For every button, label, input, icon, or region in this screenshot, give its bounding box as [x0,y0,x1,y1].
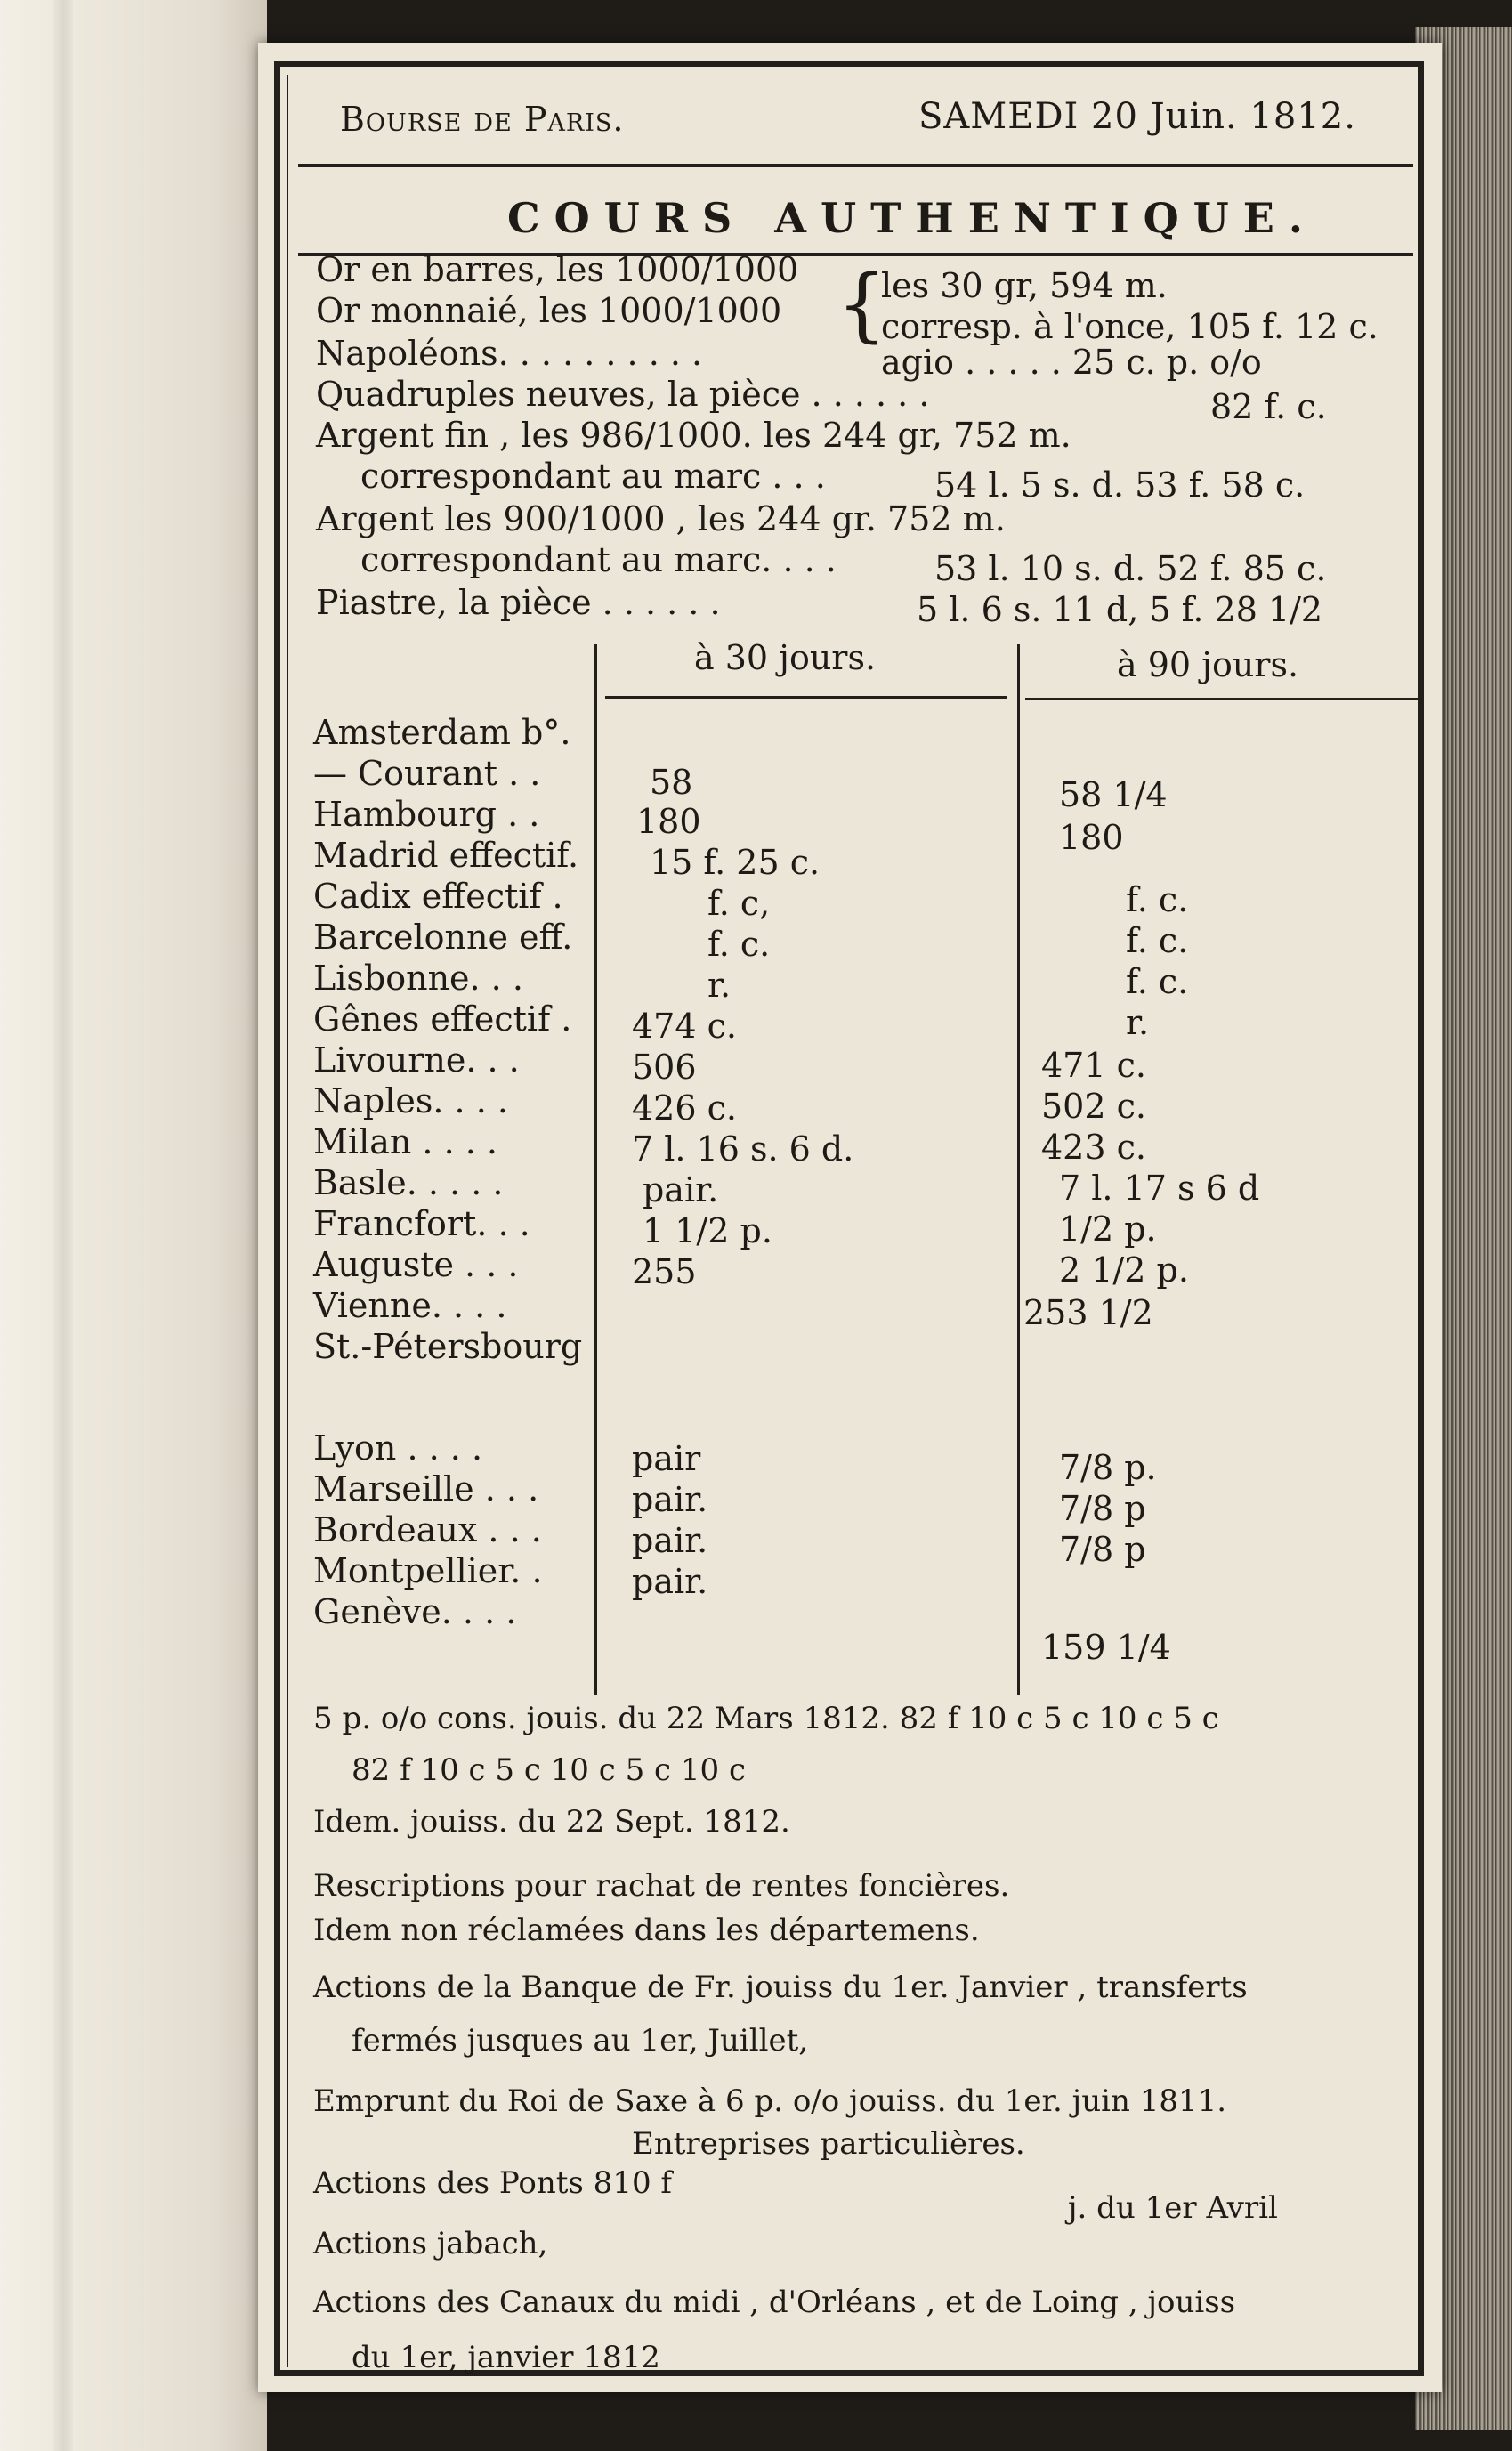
fund-line: Entreprises particulières. [632,2126,1025,2162]
exchange-place: Madrid effectif. [313,836,579,875]
domestic-place: Bordeaux . . . [313,1510,542,1549]
domestic-place: Marseille . . . [313,1469,539,1509]
domestic-rate-90: 7/8 p [1059,1530,1146,1569]
fund-line: 82 f 10 c 5 c 10 c 5 c 10 c [352,1752,746,1788]
exchange-rate-30: 1 1/2 p. [643,1211,772,1250]
domestic-rate-90: 7/8 p. [1059,1448,1157,1487]
domestic-place: Lyon . . . . [313,1428,483,1468]
exchange-rate-90: 58 1/4 [1059,775,1168,814]
column-header-30: à 30 jours. [694,638,877,677]
domestic-place: Montpellier. . [313,1551,543,1590]
fund-line: Actions jabach, [313,2226,548,2261]
column-rule-30 [605,696,1007,699]
exchange-rate-30: r. [707,966,732,1005]
exchange-rate-30: 426 c. [632,1088,737,1128]
fund-line: Actions de la Banque de Fr. jouiss du 1er. Janvier , transferts [313,1970,1248,2005]
metal-argent-900-marc: correspondant au marc. . . . [360,540,837,579]
fund-line: Actions des Ponts 810 f [313,2165,672,2201]
exchange-rate-90: 423 c. [1041,1128,1146,1167]
metal-piastre: Piastre, la pièce . . . . . . [316,583,721,622]
metal-argent-fin-detail: 54 l. 5 s. d. 53 f. 58 c. [934,465,1306,505]
exchange-rate-30: 180 [636,802,701,841]
exchange-rate-90: f. c. [1126,962,1189,1001]
exchange-place: Auguste . . . [313,1245,519,1284]
metal-or-monnaie-detail: corresp. à l'once, 105 f. 12 c. [881,307,1379,346]
domestic-rate-90: 159 1/4 [1041,1628,1171,1667]
exchange-place: St.-Pétersbourg [313,1327,583,1366]
column-divider-left [594,644,597,1695]
exchange-rate-30: 255 [632,1252,697,1291]
fund-line: j. du 1er Avril [1068,2190,1278,2226]
fund-line: du 1er, janvier 1812 [352,2340,660,2375]
exchange-place: Gênes effectif . [313,999,572,1039]
metal-or-monnaie: Or monnaié, les 1000/1000 [316,291,782,330]
domestic-rate-30: pair. [632,1521,708,1560]
exchange-place: Basle. . . . . [313,1163,504,1202]
exchange-place: Vienne. . . . [313,1286,507,1325]
exchange-place: — Courant . . [313,754,541,793]
metal-argent-900: Argent les 900/1000 , les 244 gr. 752 m. [316,499,1006,538]
exchange-place: Francfort. . . [313,1204,530,1243]
exchange-place: Milan . . . . [313,1122,497,1161]
exchange-rate-90: f. c. [1126,880,1189,919]
exchange-place: Naples. . . . [313,1081,508,1120]
exchange-place: Lisbonne. . . [313,959,523,998]
domestic-rate-90: 7/8 p [1059,1489,1146,1528]
exchange-place: Barcelonne eff. [313,918,573,957]
page-title: COURS AUTHENTIQUE. [507,194,1317,242]
binding-crease [53,0,73,2451]
header-left: Bourse de Paris. [340,100,625,139]
domestic-rate-30: pair [632,1439,701,1478]
metal-quadruples: Quadruples neuves, la pièce . . . . . . [316,375,930,414]
fund-line: Idem non réclamées dans les départemens. [313,1913,980,1948]
left-page [0,0,267,2451]
exchange-rate-30: 58 [650,763,693,802]
document-page [258,43,1442,2392]
exchange-rate-90: 7 l. 17 s 6 d [1059,1169,1260,1208]
metal-argent-fin: Argent fin , les 986/1000. les 244 gr, 752 m. [316,416,1071,455]
column-header-90: à 90 jours. [1117,645,1299,684]
column-divider-right [1017,644,1020,1695]
exchange-rate-30: pair. [643,1170,719,1209]
metal-piastre-detail: 5 l. 6 s. 11 d, 5 f. 28 1/2 [917,590,1323,629]
fund-line: Emprunt du Roi de Saxe à 6 p. o/o jouiss. du 1er. juin 1811. [313,2083,1227,2119]
column-rule-90 [1025,698,1421,700]
metal-argent-900-detail: 53 l. 10 s. d. 52 f. 85 c. [934,549,1327,588]
exchange-rate-90: 1/2 p. [1059,1209,1157,1249]
domestic-place: Genève. . . . [313,1592,517,1631]
exchange-rate-90: 502 c. [1041,1087,1146,1126]
exchange-rate-90: 180 [1059,818,1124,857]
exchange-place: Cadix effectif . [313,877,563,916]
fund-line: 5 p. o/o cons. jouis. du 22 Mars 1812. 82 f 10 c 5 c 10 c 5 c [313,1701,1219,1736]
fund-line: Actions des Canaux du midi , d'Orléans , et de Loing , jouiss [313,2285,1236,2320]
brace-glyph: { [837,258,888,352]
exchange-rate-30: f. c, [707,884,771,923]
exchange-place: Amsterdam b°. [313,713,571,752]
metal-argent-fin-marc: correspondant au marc . . . [360,457,826,496]
header-right: SAMEDI 20 Juin. 1812. [918,96,1356,137]
metal-napoleons-detail: agio . . . . . 25 c. p. o/o [881,343,1262,382]
exchange-rate-90: 471 c. [1041,1046,1146,1085]
exchange-rate-90: 2 1/2 p. [1059,1250,1189,1290]
exchange-place: Hambourg . . [313,795,540,834]
exchange-rate-90: f. c. [1126,921,1189,960]
metal-quadruples-detail: 82 f. c. [1210,387,1327,426]
fund-line: Idem. jouiss. du 22 Sept. 1812. [313,1804,790,1840]
metal-or-barres: Or en barres, les 1000/1000 [316,250,799,289]
exchange-rate-30: 506 [632,1048,697,1087]
metal-napoleons: Napoléons. . . . . . . . . . [316,334,703,373]
fund-line: fermés jusques au 1er, Juillet, [352,2023,809,2059]
exchange-rate-30: 15 f. 25 c. [650,843,821,882]
header-rule [298,164,1413,167]
exchange-rate-30: 474 c. [632,1007,737,1046]
domestic-rate-30: pair. [632,1480,708,1519]
exchange-rate-30: 7 l. 16 s. 6 d. [632,1129,854,1169]
fund-line: Rescriptions pour rachat de rentes foncières. [313,1868,1010,1904]
domestic-rate-30: pair. [632,1562,708,1601]
exchange-rate-30: f. c. [707,925,771,964]
metal-or-barres-detail: les 30 gr, 594 m. [881,266,1168,305]
exchange-rate-90: r. [1126,1003,1150,1042]
exchange-rate-90: 253 1/2 [1023,1293,1153,1332]
exchange-place: Livourne. . . [313,1040,520,1080]
